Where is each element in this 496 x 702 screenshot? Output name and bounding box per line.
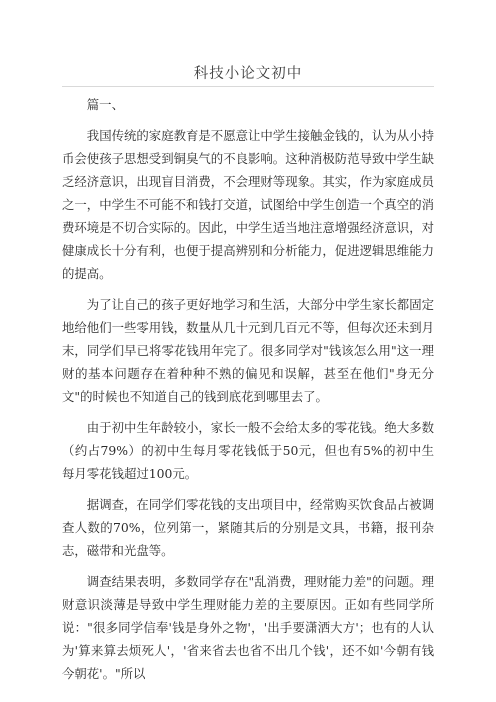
paragraph: 为了让自己的孩子更好地学习和生活，大部分中学生家长都固定地给他们一些零用钱，数量从几十元到几百元不等，但每次还未到月末，同学们早已将零花钱用年完了。很多同学对"钱该怎么用"这一理财的基本问题存在着种种不熟的偏见和误解，甚至在他们"身无分文"的时候也不知道自己的钱到底花到哪里去了。 — [62, 297, 434, 404]
paragraph: 调查结果表明，多数同学存在"乱消费，理财能力差"的问题。理财意识淡薄是导致中学生理财能力差的主要原因。正如有些同学所说："很多同学信奉'钱是身外之物'，'出手要潇洒大方'；也有的人认为'算来算去烦死人'，'省来省去也省不出几个钱'，还不如'今朝有钱今朝花'。"所以 — [62, 574, 434, 681]
paragraph: 由于初中生年龄较小，家长一般不会给太多的零花钱。绝大多数（约占79%）的初中生每月零花钱低于50元，但也有5%的初中生每月零花钱超过100元。 — [62, 420, 434, 481]
section-heading: 篇一、 — [86, 97, 124, 112]
document-title: 科技小论文初中 — [193, 66, 303, 82]
paragraph: 我国传统的家庭教育是不愿意让中学生接触金钱的，认为从小持币会使孩子思想受到铜臭气的不良影响。这种消极防范导致中学生缺乏经济意识，出现盲目消费，不会理财等现象。其实，作为家庭成员之一，中学生不可能不和钱打交道，试图给中学生创造一个真空的消费环境是不切合实际的。因此，中学生适当地注意增强经济意识，对健康成长十分有利，也便于提高辨别和分析能力，促进逻辑思维能力的提高。 — [62, 128, 434, 281]
document-body — [62, 93, 434, 693]
title-divider — [62, 86, 434, 87]
paragraph: 据调查，在同学们零花钱的支出项目中，经常购买饮食品占被调查人数的70%，位列第一，紧随其后的分别是文具，书籍，报刊杂志，磁带和光盘等。 — [62, 497, 434, 558]
